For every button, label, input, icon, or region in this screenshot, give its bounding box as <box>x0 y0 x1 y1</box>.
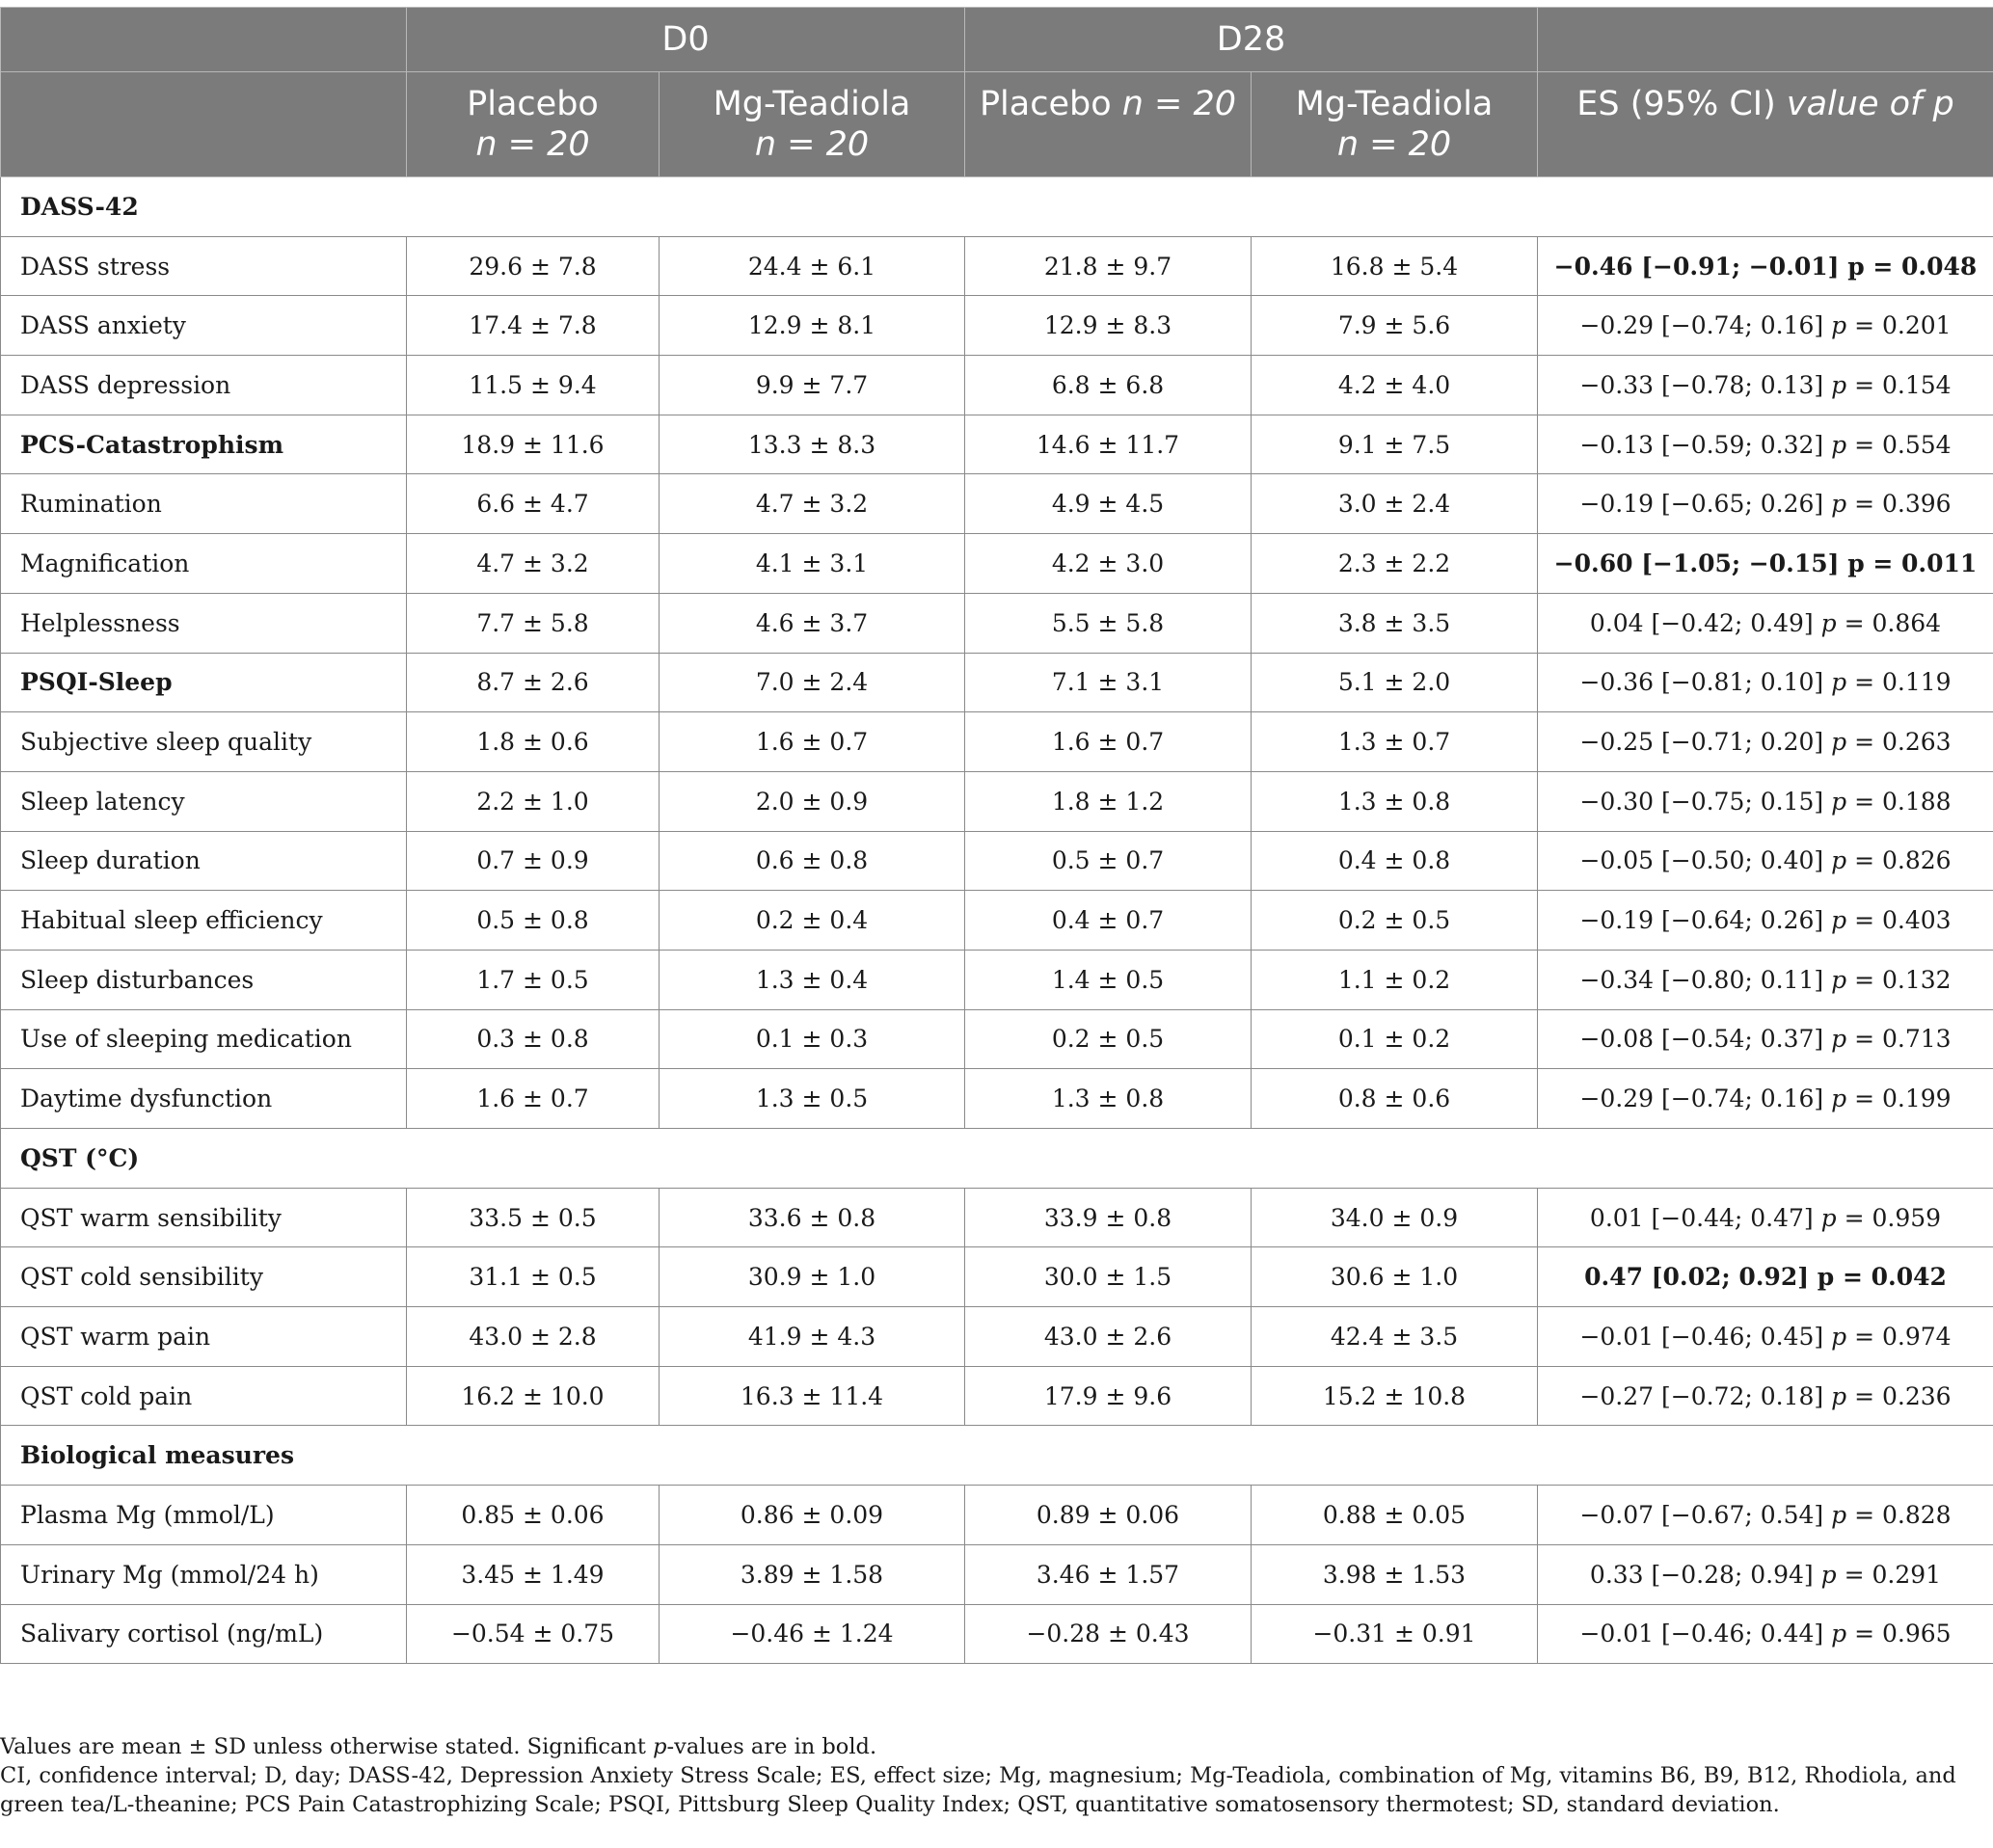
effect-size-ci: −0.13 [−0.59; 0.32] <box>1579 430 1832 459</box>
cell-d0-mg-teadiola: 4.1 ± 3.1 <box>660 534 965 594</box>
p-value: p = 0.188 <box>1831 787 1952 816</box>
cell-effect-size <box>1538 296 1993 356</box>
cell-d0-placebo: 43.0 ± 2.8 <box>407 1307 660 1367</box>
cell-d0-mg-teadiola: −0.46 ± 1.24 <box>660 1604 965 1664</box>
row-label: QST warm pain <box>1 1307 407 1367</box>
cell-d0-mg-teadiola: 4.7 ± 3.2 <box>660 474 965 534</box>
table-row <box>1 415 1993 474</box>
cell-d0-mg-teadiola: 0.86 ± 0.09 <box>660 1486 965 1545</box>
header-label: ES (95% CI) <box>1576 85 1787 123</box>
cell-d28-mg-teadiola: 5.1 ± 2.0 <box>1252 653 1538 712</box>
cell-d28-placebo: 1.4 ± 0.5 <box>965 950 1252 1009</box>
cell-d0-mg-teadiola: 3.89 ± 1.58 <box>660 1544 965 1604</box>
cell-d28-placebo: 6.8 ± 6.8 <box>965 356 1252 415</box>
effect-size-ci: −0.30 [−0.75; 0.15] <box>1579 787 1832 816</box>
effect-size-ci: −0.27 [−0.72; 0.18] <box>1579 1381 1832 1410</box>
cell-d0-placebo: 7.7 ± 5.8 <box>407 593 660 653</box>
cell-d28-mg-teadiola: 15.2 ± 10.8 <box>1252 1366 1538 1426</box>
cell-d0-mg-teadiola: 2.0 ± 0.9 <box>660 771 965 831</box>
cell-d0-placebo: 4.7 ± 3.2 <box>407 534 660 594</box>
row-label: Subjective sleep quality <box>1 712 407 772</box>
p-value: p = 0.048 <box>1847 252 1978 281</box>
cell-d28-mg-teadiola: 1.3 ± 0.8 <box>1252 771 1538 831</box>
cell-effect-size <box>1538 950 1993 1009</box>
table-row <box>1 891 1993 951</box>
header-effect-size <box>1538 72 1993 177</box>
effect-size-ci: −0.29 [−0.74; 0.16] <box>1579 311 1832 340</box>
table-row <box>1 1247 1993 1307</box>
cell-d28-mg-teadiola: 0.2 ± 0.5 <box>1252 891 1538 951</box>
cell-d0-placebo: 6.6 ± 4.7 <box>407 474 660 534</box>
header-blank-cell <box>1538 8 1993 72</box>
cell-d0-mg-teadiola: 30.9 ± 1.0 <box>660 1247 965 1307</box>
row-label: QST cold pain <box>1 1366 407 1426</box>
cell-d28-mg-teadiola: 0.88 ± 0.05 <box>1252 1486 1538 1545</box>
header-group-row <box>1 8 1993 72</box>
p-value: p = 0.291 <box>1820 1560 1942 1589</box>
p-value: p = 0.396 <box>1831 490 1952 519</box>
cell-effect-size <box>1538 653 1993 712</box>
p-value: p = 0.826 <box>1831 846 1952 875</box>
p-value: p = 0.554 <box>1831 430 1952 459</box>
cell-d28-placebo: 12.9 ± 8.3 <box>965 296 1252 356</box>
results-table <box>0 7 1993 1664</box>
effect-size-ci: 0.33 [−0.28; 0.94] <box>1589 1560 1821 1589</box>
effect-size-ci: 0.47 [0.02; 0.92] <box>1584 1263 1818 1292</box>
header-n: n = 20 <box>475 125 590 164</box>
cell-d28-placebo: −0.28 ± 0.43 <box>965 1604 1252 1664</box>
cell-d0-mg-teadiola: 41.9 ± 4.3 <box>660 1307 965 1367</box>
p-value: p = 0.236 <box>1831 1381 1952 1410</box>
table-row <box>1 1486 1993 1545</box>
cell-d0-placebo: 3.45 ± 1.49 <box>407 1544 660 1604</box>
footnote-text: -values are in bold. <box>666 1734 877 1759</box>
cell-effect-size <box>1538 1366 1993 1426</box>
cell-d0-placebo: 17.4 ± 7.8 <box>407 296 660 356</box>
row-label: Use of sleeping medication <box>1 1009 407 1069</box>
cell-d0-mg-teadiola: 7.0 ± 2.4 <box>660 653 965 712</box>
cell-d28-mg-teadiola: 0.1 ± 0.2 <box>1252 1009 1538 1069</box>
row-label: Daytime dysfunction <box>1 1069 407 1129</box>
row-label: QST cold sensibility <box>1 1247 407 1307</box>
cell-effect-size <box>1538 1247 1993 1307</box>
table-row <box>1 950 1993 1009</box>
p-value: p = 0.959 <box>1820 1203 1942 1232</box>
row-label: Plasma Mg (mmol/L) <box>1 1486 407 1545</box>
row-label: Urinary Mg (mmol/24 h) <box>1 1544 407 1604</box>
row-label: Sleep disturbances <box>1 950 407 1009</box>
section-header-row <box>1 177 1993 237</box>
header-d28-placebo <box>965 72 1252 177</box>
effect-size-ci: −0.34 [−0.80; 0.11] <box>1579 965 1832 994</box>
cell-d28-mg-teadiola: 34.0 ± 0.9 <box>1252 1188 1538 1247</box>
cell-d0-placebo: 16.2 ± 10.0 <box>407 1366 660 1426</box>
cell-d28-placebo: 0.5 ± 0.7 <box>965 831 1252 891</box>
cell-d0-placebo: −0.54 ± 0.75 <box>407 1604 660 1664</box>
p-value: p = 0.119 <box>1831 668 1952 697</box>
table-row <box>1 831 1993 891</box>
cell-effect-size <box>1538 891 1993 951</box>
cell-d28-mg-teadiola: 3.98 ± 1.53 <box>1252 1544 1538 1604</box>
cell-effect-size <box>1538 1069 1993 1129</box>
cell-d0-mg-teadiola: 0.2 ± 0.4 <box>660 891 965 951</box>
p-value: p = 0.403 <box>1831 906 1952 935</box>
header-blank-cell <box>1 8 407 72</box>
table-row <box>1 712 1993 772</box>
row-label: Sleep duration <box>1 831 407 891</box>
p-value: p = 0.154 <box>1831 370 1952 399</box>
table-row <box>1 1604 1993 1664</box>
table-row <box>1 771 1993 831</box>
cell-d0-placebo: 0.3 ± 0.8 <box>407 1009 660 1069</box>
cell-d0-mg-teadiola: 1.3 ± 0.5 <box>660 1069 965 1129</box>
cell-d28-mg-teadiola: 2.3 ± 2.2 <box>1252 534 1538 594</box>
table-row <box>1 1188 1993 1247</box>
table-row <box>1 1544 1993 1604</box>
cell-effect-size <box>1538 771 1993 831</box>
cell-d28-placebo: 4.2 ± 3.0 <box>965 534 1252 594</box>
cell-d0-placebo: 0.85 ± 0.06 <box>407 1486 660 1545</box>
cell-effect-size <box>1538 1604 1993 1664</box>
header-n: n = 20 <box>754 125 870 164</box>
footnote-p-italic: p <box>653 1734 667 1759</box>
footnote-values <box>0 1732 1993 1761</box>
cell-d28-placebo: 1.3 ± 0.8 <box>965 1069 1252 1129</box>
cell-effect-size <box>1538 1544 1993 1604</box>
cell-d0-mg-teadiola: 1.3 ± 0.4 <box>660 950 965 1009</box>
cell-effect-size <box>1538 534 1993 594</box>
effect-size-ci: 0.01 [−0.44; 0.47] <box>1589 1203 1821 1232</box>
p-value: p = 0.201 <box>1831 311 1952 340</box>
cell-d28-placebo: 0.89 ± 0.06 <box>965 1486 1252 1545</box>
cell-d0-placebo: 1.6 ± 0.7 <box>407 1069 660 1129</box>
cell-d28-placebo: 0.2 ± 0.5 <box>965 1009 1252 1069</box>
cell-d0-mg-teadiola: 12.9 ± 8.1 <box>660 296 965 356</box>
p-value: p = 0.042 <box>1817 1263 1947 1292</box>
header-n: n = 20 <box>1336 125 1452 164</box>
p-value: p = 0.199 <box>1831 1085 1952 1113</box>
header-p-label: value of p <box>1786 85 1954 123</box>
header-d28-mg-teadiola <box>1252 72 1538 177</box>
table-row <box>1 1307 1993 1367</box>
effect-size-ci: −0.08 [−0.54; 0.37] <box>1579 1025 1832 1054</box>
cell-d28-placebo: 17.9 ± 9.6 <box>965 1366 1252 1426</box>
header-label: Placebo <box>979 85 1122 123</box>
cell-d28-placebo: 3.46 ± 1.57 <box>965 1544 1252 1604</box>
footnote-text: Values are mean ± SD unless otherwise stated. Significant <box>0 1734 654 1759</box>
table-row <box>1 534 1993 594</box>
table-row <box>1 296 1993 356</box>
effect-size-ci: −0.60 [−1.05; −0.15] <box>1553 549 1848 577</box>
cell-d28-placebo: 30.0 ± 1.5 <box>965 1247 1252 1307</box>
cell-d0-placebo: 29.6 ± 7.8 <box>407 236 660 296</box>
effect-size-ci: −0.36 [−0.81; 0.10] <box>1579 668 1832 697</box>
effect-size-ci: −0.25 [−0.71; 0.20] <box>1579 728 1832 757</box>
table-row <box>1 236 1993 296</box>
cell-d0-mg-teadiola: 13.3 ± 8.3 <box>660 415 965 474</box>
cell-effect-size <box>1538 593 1993 653</box>
cell-effect-size <box>1538 712 1993 772</box>
cell-d28-placebo: 21.8 ± 9.7 <box>965 236 1252 296</box>
effect-size-ci: −0.07 [−0.67; 0.54] <box>1579 1500 1832 1529</box>
table-row <box>1 356 1993 415</box>
effect-size-ci: −0.01 [−0.46; 0.44] <box>1579 1620 1832 1648</box>
row-label: Magnification <box>1 534 407 594</box>
p-value: p = 0.974 <box>1831 1322 1952 1351</box>
cell-d28-placebo: 14.6 ± 11.7 <box>965 415 1252 474</box>
cell-d0-mg-teadiola: 16.3 ± 11.4 <box>660 1366 965 1426</box>
cell-d28-mg-teadiola: 1.3 ± 0.7 <box>1252 712 1538 772</box>
cell-d28-placebo: 43.0 ± 2.6 <box>965 1307 1252 1367</box>
cell-effect-size <box>1538 1486 1993 1545</box>
row-label: Habitual sleep efficiency <box>1 891 407 951</box>
cell-d28-mg-teadiola: 0.8 ± 0.6 <box>1252 1069 1538 1129</box>
cell-d0-mg-teadiola: 9.9 ± 7.7 <box>660 356 965 415</box>
section-label: Biological measures <box>1 1426 1993 1486</box>
effect-size-ci: −0.46 [−0.91; −0.01] <box>1553 252 1848 281</box>
p-value: p = 0.828 <box>1831 1500 1952 1529</box>
cell-d28-mg-teadiola: 3.0 ± 2.4 <box>1252 474 1538 534</box>
effect-size-ci: −0.01 [−0.46; 0.45] <box>1579 1322 1832 1351</box>
effect-size-ci: −0.33 [−0.78; 0.13] <box>1579 370 1832 399</box>
cell-effect-size <box>1538 415 1993 474</box>
cell-effect-size <box>1538 831 1993 891</box>
row-label: Salivary cortisol (ng/mL) <box>1 1604 407 1664</box>
cell-d0-mg-teadiola: 0.1 ± 0.3 <box>660 1009 965 1069</box>
section-label: DASS-42 <box>1 177 1993 237</box>
row-label: QST warm sensibility <box>1 1188 407 1247</box>
cell-d28-mg-teadiola: 4.2 ± 4.0 <box>1252 356 1538 415</box>
row-label: PCS-Catastrophism <box>1 415 407 474</box>
effect-size-ci: −0.19 [−0.65; 0.26] <box>1579 490 1832 519</box>
row-label: DASS stress <box>1 236 407 296</box>
cell-d0-placebo: 18.9 ± 11.6 <box>407 415 660 474</box>
cell-d0-placebo: 1.8 ± 0.6 <box>407 712 660 772</box>
cell-d0-placebo: 33.5 ± 0.5 <box>407 1188 660 1247</box>
table-row <box>1 593 1993 653</box>
cell-d28-placebo: 33.9 ± 0.8 <box>965 1188 1252 1247</box>
cell-d28-placebo: 1.6 ± 0.7 <box>965 712 1252 772</box>
cell-d28-mg-teadiola: 3.8 ± 3.5 <box>1252 593 1538 653</box>
cell-d0-mg-teadiola: 1.6 ± 0.7 <box>660 712 965 772</box>
cell-d28-mg-teadiola: 0.4 ± 0.8 <box>1252 831 1538 891</box>
header-d0-placebo <box>407 72 660 177</box>
cell-d28-mg-teadiola: 30.6 ± 1.0 <box>1252 1247 1538 1307</box>
header-label: Mg-Teadiola <box>1295 85 1494 123</box>
cell-d28-placebo: 7.1 ± 3.1 <box>965 653 1252 712</box>
cell-d28-placebo: 4.9 ± 4.5 <box>965 474 1252 534</box>
cell-d28-mg-teadiola: 16.8 ± 5.4 <box>1252 236 1538 296</box>
cell-d0-mg-teadiola: 0.6 ± 0.8 <box>660 831 965 891</box>
cell-d28-placebo: 5.5 ± 5.8 <box>965 593 1252 653</box>
cell-effect-size <box>1538 1307 1993 1367</box>
p-value: p = 0.011 <box>1847 549 1978 577</box>
section-label: QST (°C) <box>1 1129 1993 1189</box>
header-column-row <box>1 72 1993 177</box>
cell-d28-mg-teadiola: 9.1 ± 7.5 <box>1252 415 1538 474</box>
p-value: p = 0.965 <box>1831 1620 1952 1648</box>
table-footnotes <box>0 1732 1993 1819</box>
effect-size-ci: −0.29 [−0.74; 0.16] <box>1579 1085 1832 1113</box>
cell-d0-placebo: 0.5 ± 0.8 <box>407 891 660 951</box>
effect-size-ci: −0.19 [−0.64; 0.26] <box>1579 906 1832 935</box>
cell-d0-mg-teadiola: 24.4 ± 6.1 <box>660 236 965 296</box>
header-d0-mg-teadiola <box>660 72 965 177</box>
cell-d28-mg-teadiola: 1.1 ± 0.2 <box>1252 950 1538 1009</box>
row-label: Helplessness <box>1 593 407 653</box>
p-value: p = 0.864 <box>1820 608 1942 637</box>
header-label: Placebo <box>467 85 599 123</box>
header-group-d28: D28 <box>965 8 1538 72</box>
header-group-d0: D0 <box>407 8 965 72</box>
cell-d0-placebo: 11.5 ± 9.4 <box>407 356 660 415</box>
cell-d0-placebo: 0.7 ± 0.9 <box>407 831 660 891</box>
cell-effect-size <box>1538 356 1993 415</box>
cell-d0-placebo: 1.7 ± 0.5 <box>407 950 660 1009</box>
footnote-abbreviations: CI, confidence interval; D, day; DASS-42, Depression Anxiety Stress Scale; ES, effect size; Mg, magnesium; Mg-Teadiola, combination of Mg, vitamins B6, B9, B12, Rhodiola, and green tea/L-theanine; PCS Pain Catastrophizing Scale; PSQI, Pittsburg Sleep Quality Index; QST, quantitative somatosensory thermotest; SD, standard deviation. <box>0 1763 1956 1817</box>
row-label: PSQI-Sleep <box>1 653 407 712</box>
p-value: p = 0.132 <box>1831 965 1952 994</box>
row-label: Sleep latency <box>1 771 407 831</box>
cell-d0-placebo: 31.1 ± 0.5 <box>407 1247 660 1307</box>
section-header-row <box>1 1129 1993 1189</box>
cell-d0-placebo: 2.2 ± 1.0 <box>407 771 660 831</box>
cell-d28-placebo: 1.8 ± 1.2 <box>965 771 1252 831</box>
p-value: p = 0.263 <box>1831 728 1952 757</box>
row-label: DASS depression <box>1 356 407 415</box>
table-row <box>1 474 1993 534</box>
row-label: Rumination <box>1 474 407 534</box>
cell-d28-mg-teadiola: −0.31 ± 0.91 <box>1252 1604 1538 1664</box>
cell-d28-placebo: 0.4 ± 0.7 <box>965 891 1252 951</box>
effect-size-ci: 0.04 [−0.42; 0.49] <box>1589 608 1821 637</box>
cell-d28-mg-teadiola: 7.9 ± 5.6 <box>1252 296 1538 356</box>
effect-size-ci: −0.05 [−0.50; 0.40] <box>1579 846 1832 875</box>
cell-d28-mg-teadiola: 42.4 ± 3.5 <box>1252 1307 1538 1367</box>
table-row <box>1 653 1993 712</box>
cell-d0-mg-teadiola: 4.6 ± 3.7 <box>660 593 965 653</box>
table-row <box>1 1009 1993 1069</box>
table-row <box>1 1069 1993 1129</box>
cell-effect-size <box>1538 1188 1993 1247</box>
cell-d0-placebo: 8.7 ± 2.6 <box>407 653 660 712</box>
p-value: p = 0.713 <box>1831 1025 1952 1054</box>
header-blank-cell <box>1 72 407 177</box>
header-n: n = 20 <box>1121 85 1237 123</box>
cell-d0-mg-teadiola: 33.6 ± 0.8 <box>660 1188 965 1247</box>
cell-effect-size <box>1538 1009 1993 1069</box>
section-header-row <box>1 1426 1993 1486</box>
cell-effect-size <box>1538 236 1993 296</box>
row-label: DASS anxiety <box>1 296 407 356</box>
header-label: Mg-Teadiola <box>713 85 911 123</box>
table-row <box>1 1366 1993 1426</box>
cell-effect-size <box>1538 474 1993 534</box>
